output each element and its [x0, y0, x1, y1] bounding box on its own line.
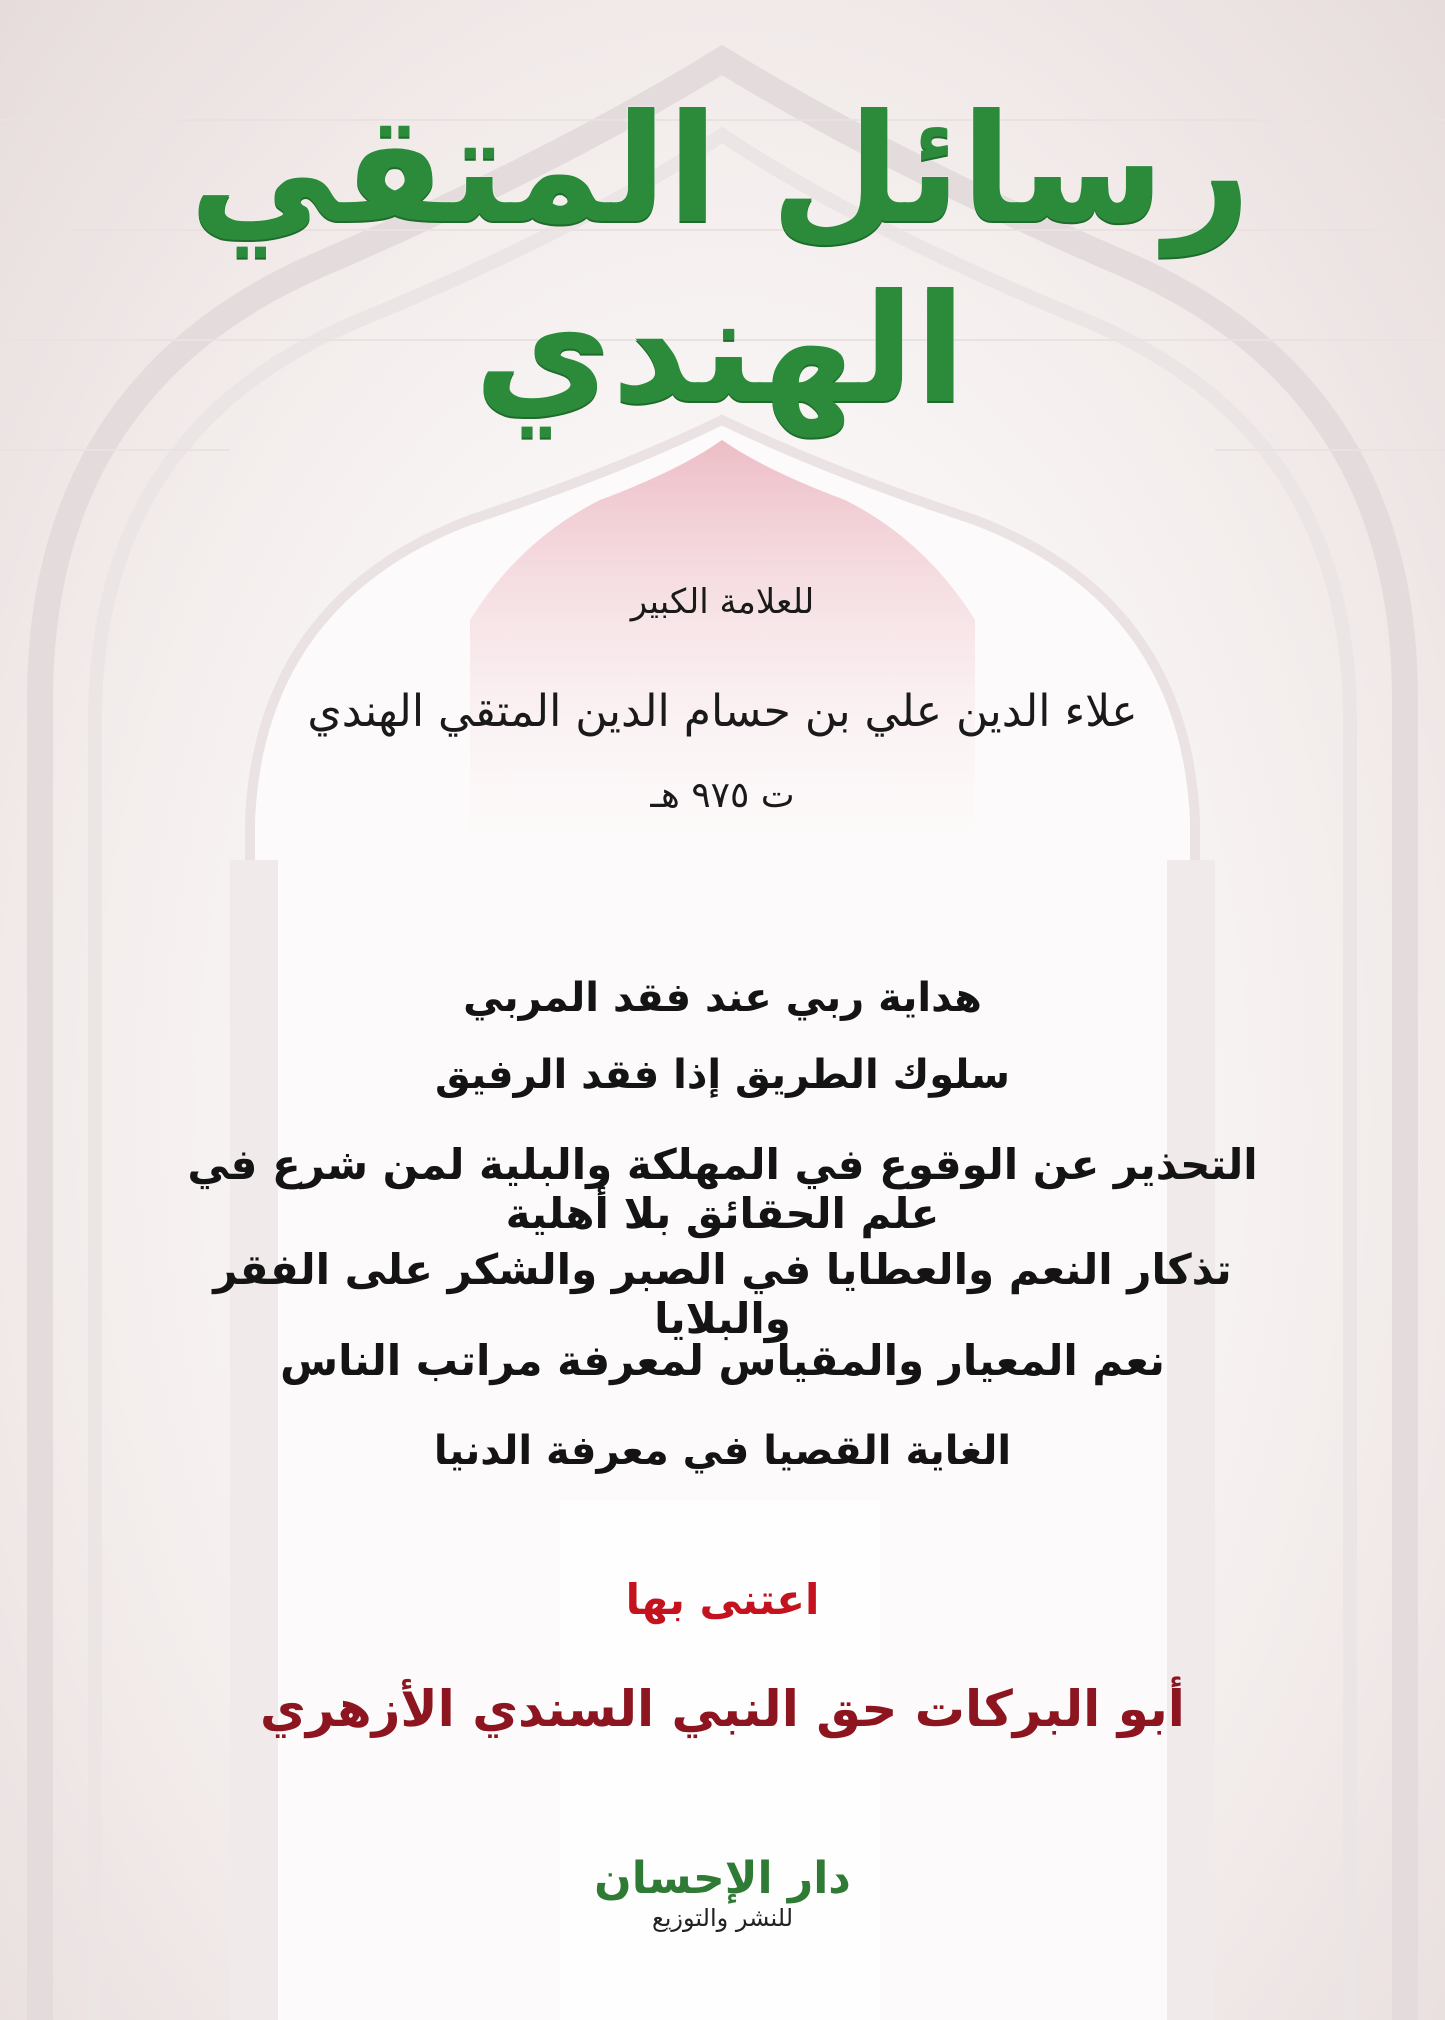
publisher-logo	[570, 1855, 875, 1935]
work-title: نعم المعيار والمقياس لمعرفة مراتب الناس	[280, 1336, 1165, 1385]
book-title: رسائل المتقي الهندي	[189, 83, 1251, 437]
work-title: سلوك الطريق إذا فقد الرفيق	[435, 1052, 1010, 1098]
author-honorific: للعلامة الكبير	[630, 582, 815, 622]
publisher-tagline: للنشر والتوزيع	[651, 1904, 794, 1933]
publisher-name: دار الإحسان	[594, 1853, 851, 1904]
work-title: تذكار النعم والعطايا في الصبر والشكر على الفقر والبلايا	[213, 1245, 1232, 1343]
edited-by-label: اعتنى بها	[625, 1575, 820, 1624]
author-name: علاء الدين علي بن حسام الدين المتقي الهندي	[307, 686, 1138, 737]
work-title: التحذير عن الوقوع في المهلكة والبلية لمن شرع في علم الحقائق بلا أهلية	[187, 1140, 1258, 1238]
author-death-date: ت ٩٧٥ هـ	[650, 775, 795, 816]
editor-name: أبو البركات حق النبي السندي الأزهري	[260, 1680, 1185, 1738]
work-title: الغاية القصيا في معرفة الدنيا	[433, 1428, 1012, 1474]
work-title: هداية ربي عند فقد المربي	[463, 975, 982, 1021]
